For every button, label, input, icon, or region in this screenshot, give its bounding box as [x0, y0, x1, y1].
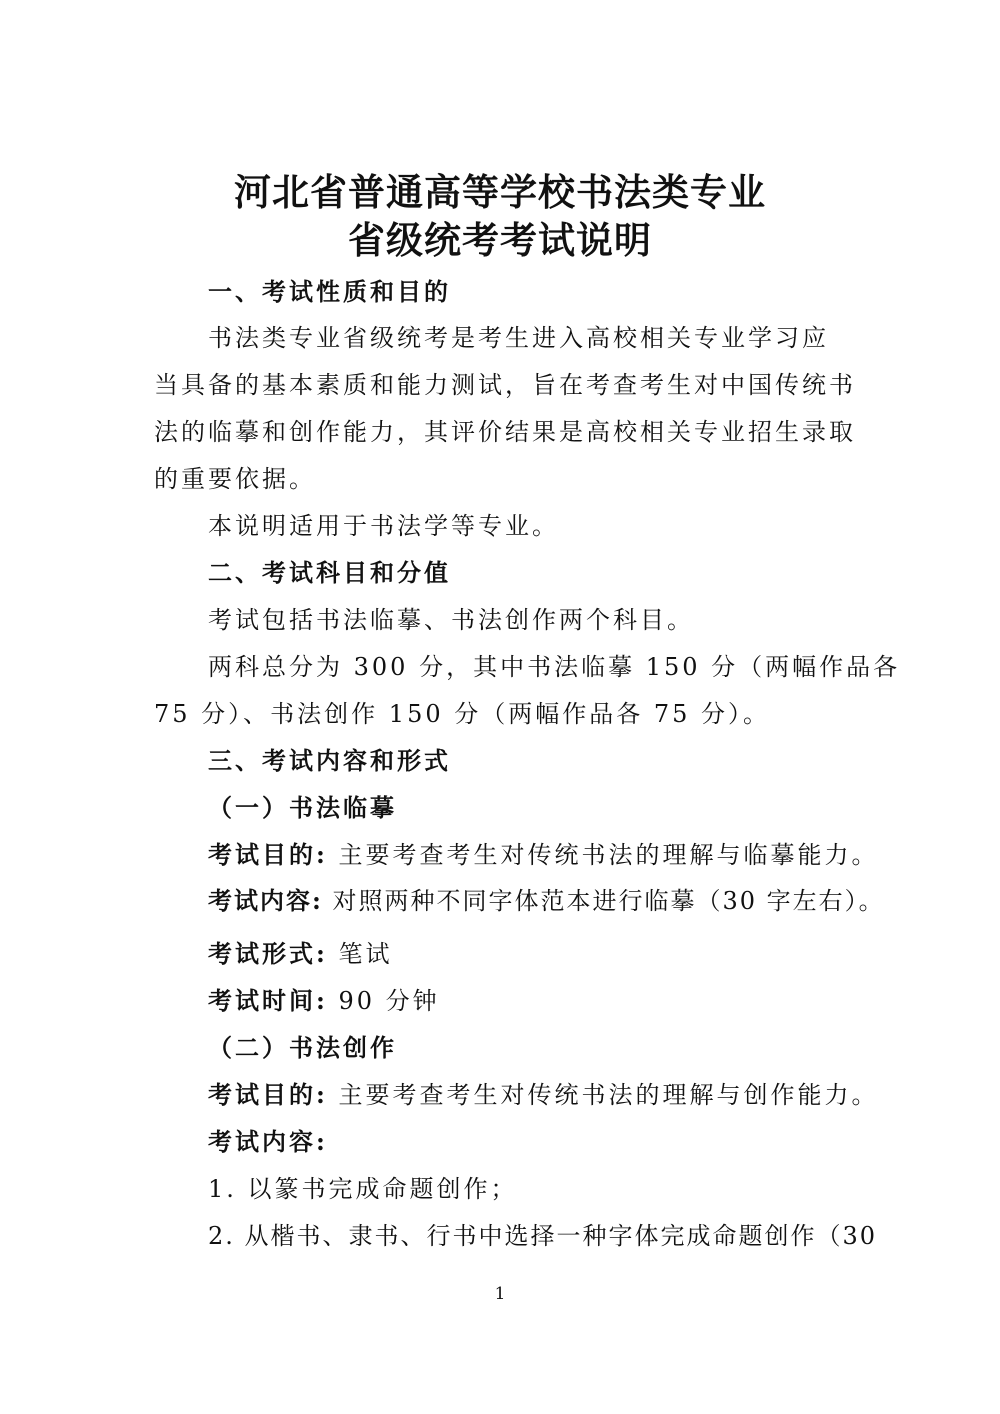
sub1-content-label: 考试内容:: [208, 886, 323, 915]
subsection1-heading: （一）书法临摹: [208, 793, 397, 822]
sub1-form-value: 笔试: [327, 940, 393, 968]
sub1-time: [208, 985, 440, 1017]
sub2-item-1: 1. 以篆书完成命题创作；: [208, 1175, 518, 1203]
page-number: 1: [494, 1284, 506, 1304]
sub2-item-2: 2. 从楷书、隶书、行书中选择一种字体完成命题创作（30: [208, 1222, 878, 1250]
section2-para2-line2: 75 分）、书法创作 150 分（两幅作品各 75 分）。: [154, 700, 771, 728]
section2-para2-line1: 两科总分为 300 分，其中书法临摹 150 分（两幅作品各: [208, 653, 901, 681]
sub1-form-label: 考试形式:: [208, 939, 328, 968]
sub1-purpose-value: 主要考查考生对传统书法的理解与临摹能力。: [327, 841, 879, 869]
sub1-purpose: [208, 839, 879, 871]
sub1-content: [208, 885, 885, 917]
sub1-content-value: 对照两种不同字体范本进行临摹（30 字左右）。: [322, 887, 885, 915]
section1-heading: 一、考试性质和目的: [208, 277, 451, 306]
section1-para1-line2: 当具备的基本素质和能力测试，旨在考查考生对中国传统书: [154, 371, 856, 399]
section1-para1-line1: 书法类专业省级统考是考生进入高校相关专业学习应: [208, 324, 829, 352]
sub1-form: [208, 938, 393, 970]
section1-para1-line3: 法的临摹和创作能力，其评价结果是高校相关专业招生录取: [154, 418, 856, 446]
sub2-purpose: [208, 1079, 879, 1111]
section2-para1: 考试包括书法临摹、书法创作两个科目。: [208, 606, 694, 634]
section1-para2: 本说明适用于书法学等专业。: [208, 512, 559, 540]
sub1-time-label: 考试时间:: [208, 986, 328, 1015]
sub2-purpose-value: 主要考查考生对传统书法的理解与创作能力。: [327, 1081, 879, 1109]
sub2-purpose-label: 考试目的:: [208, 1080, 328, 1109]
sub1-purpose-label: 考试目的:: [208, 840, 328, 869]
document-title-line1: 河北省普通高等学校书法类专业: [234, 170, 766, 214]
document-title-line2: 省级统考考试说明: [348, 218, 652, 262]
sub2-content-label: 考试内容:: [208, 1127, 328, 1156]
section1-para1-line4: 的重要依据。: [154, 465, 316, 493]
subsection2-heading: （二）书法创作: [208, 1033, 397, 1062]
section3-heading: 三、考试内容和形式: [208, 746, 451, 775]
sub1-time-value: 90 分钟: [327, 987, 440, 1015]
section2-heading: 二、考试科目和分值: [208, 558, 451, 587]
